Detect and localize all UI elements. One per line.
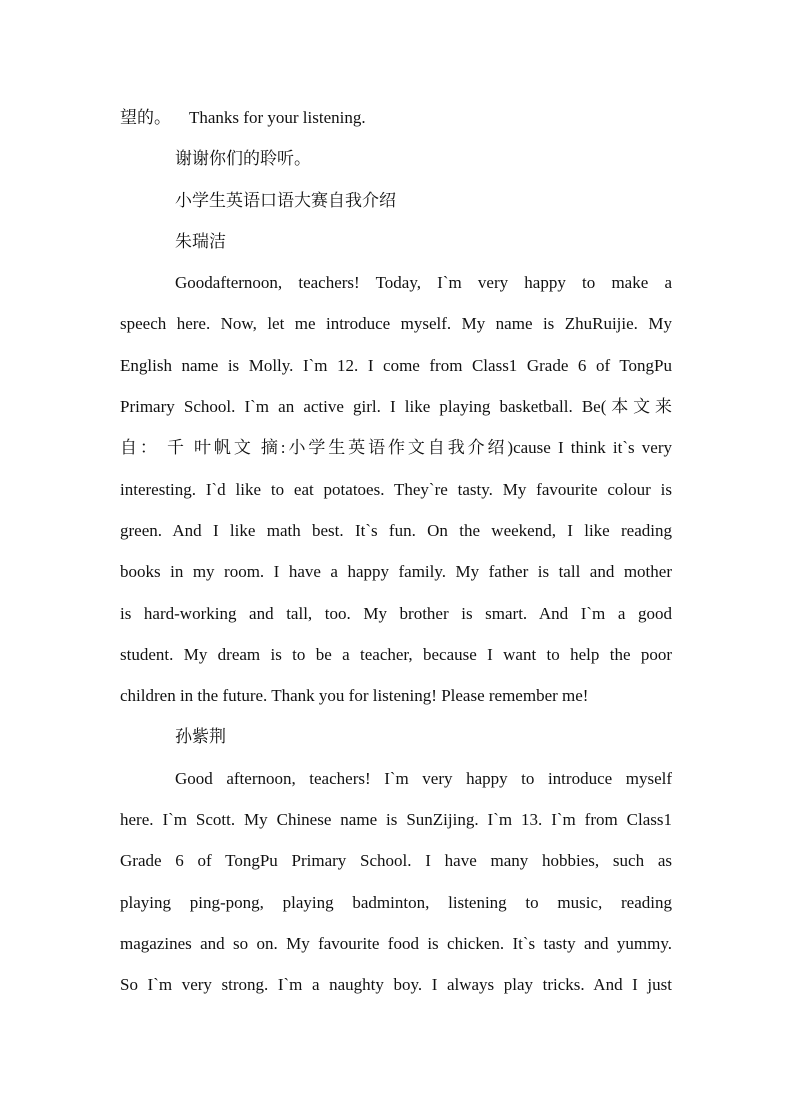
speaker-name: 朱瑞洁 [175, 231, 226, 251]
paragraph-line: children in the future. Thank you for listening! Please remember me! [120, 686, 589, 706]
speaker-name: 孙紫荆 [175, 727, 226, 747]
paragraph-line: So I`m very strong. I`m a naughty boy. I always play tricks. And I just [120, 975, 672, 995]
paragraph-line: books in my room. I have a happy family. My father is tall and mother [120, 562, 672, 582]
paragraph-line: green. And I like math best. It`s fun. On the weekend, I like reading [120, 520, 672, 540]
paragraph-line: magazines and so on. My favourite food is chicken. It`s tasty and yummy. [120, 933, 672, 953]
text-fragment: 望的。 [120, 108, 171, 127]
paragraph-line: playing ping-pong, playing badminton, listening to music, reading [120, 892, 672, 912]
paragraph-line: is hard-working and tall, too. My brother is smart. And I`m a good [120, 603, 672, 623]
paragraph-line: Primary School. I`m an active girl. I like playing basketball. Be(本文来 [120, 397, 672, 417]
paragraph-line: speech here. Now, let me introduce myself. My name is ZhuRuijie. My [120, 314, 672, 334]
paragraph-line: 自： 千 叶帆文 摘:小学生英语作文自我介绍)cause I think it`s very [120, 438, 672, 458]
paragraph-line: Grade 6 of TongPu Primary School. I have many hobbies, such as [120, 851, 672, 871]
section-title: 小学生英语口语大赛自我介绍 [175, 190, 396, 210]
text-line [120, 97, 672, 138]
paragraph-line: Good afternoon, teachers! I`m very happy to introduce myself [175, 768, 672, 788]
text-fragment: Thanks for your listening. [189, 108, 366, 127]
paragraph-line: student. My dream is to be a teacher, because I want to help the poor [120, 644, 672, 664]
paragraph-line: English name is Molly. I`m 12. I come from Class1 Grade 6 of TongPu [120, 355, 672, 375]
paragraph-line: interesting. I`d like to eat potatoes. They`re tasty. My favourite colour is [120, 479, 672, 499]
document-body [120, 97, 672, 1006]
paragraph-line: Goodafternoon, teachers! Today, I`m very happy to make a [175, 273, 672, 293]
text-line: 谢谢你们的聆听。 [175, 149, 311, 169]
paragraph-line: here. I`m Scott. My Chinese name is SunZijing. I`m 13. I`m from Class1 [120, 810, 672, 830]
